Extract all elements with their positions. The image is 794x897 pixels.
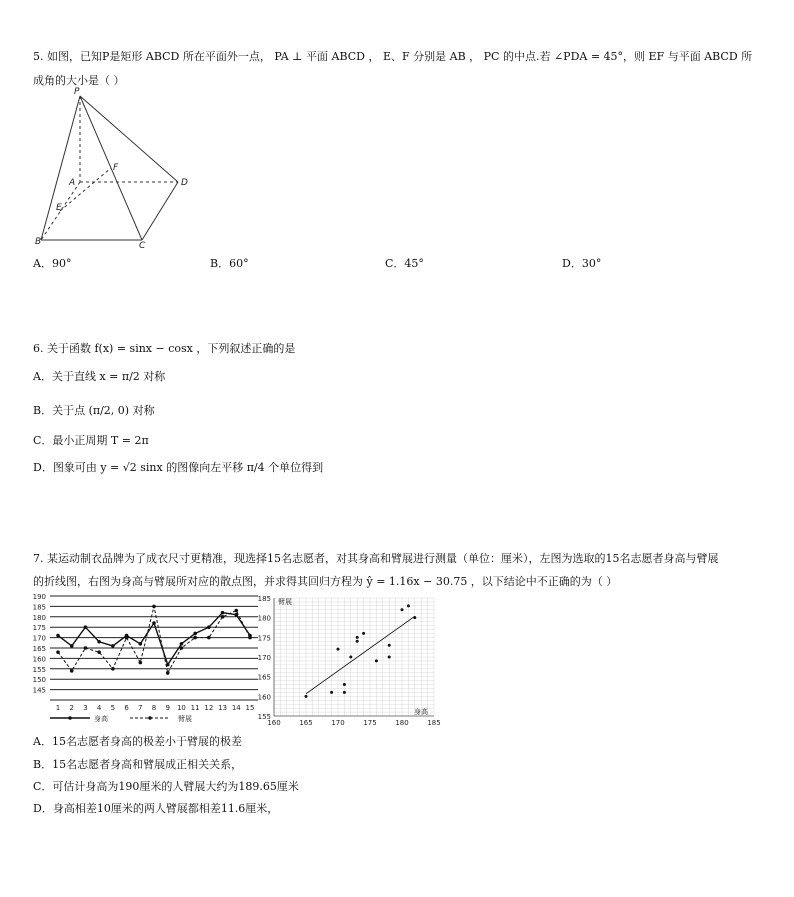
x-tick-label: 12 xyxy=(204,704,214,712)
y-tick-label: 185 xyxy=(257,595,271,603)
data-point xyxy=(56,650,60,654)
q7-option-a[interactable]: A．15名志愿者身高的极差小于臂展的极差 xyxy=(33,735,242,748)
label-C: C xyxy=(139,241,146,250)
x-tick-label: 11 xyxy=(190,704,200,712)
x-tick-label: 6 xyxy=(124,704,129,712)
data-point xyxy=(166,671,170,675)
data-point xyxy=(152,605,156,609)
label-E: E xyxy=(56,203,62,213)
label-B: B xyxy=(35,237,42,247)
legend-marker-height xyxy=(68,716,72,720)
scatter-point xyxy=(388,644,391,647)
height-armspan-line-chart xyxy=(30,590,262,726)
scatter-point xyxy=(337,648,340,651)
x-tick-label: 8 xyxy=(151,704,157,712)
q5-option-b[interactable]: B．60° xyxy=(210,257,249,270)
y-tick-label: 160 xyxy=(257,693,271,702)
scatter-point xyxy=(407,604,410,607)
q6-option-b[interactable]: B．关于点 (π/2, 0) 对称 xyxy=(33,404,155,417)
label-F: F xyxy=(113,163,119,173)
q5-option-d[interactable]: D．30° xyxy=(562,257,602,270)
y-tick-label: 190 xyxy=(32,593,46,601)
label-D: D xyxy=(181,178,188,188)
q5-option-c[interactable]: C．45° xyxy=(385,257,424,270)
x-tick-label: 180 xyxy=(395,719,409,727)
y-tick-label: 160 xyxy=(32,655,46,664)
data-point xyxy=(234,609,238,613)
x-axis-label: 身高 xyxy=(414,708,428,716)
data-point xyxy=(193,636,197,640)
y-tick-label: 155 xyxy=(32,665,46,674)
x-tick-label: 15 xyxy=(245,704,255,712)
data-point xyxy=(138,642,142,646)
label-A: A xyxy=(69,178,76,188)
data-point xyxy=(193,632,197,636)
x-tick-label: 4 xyxy=(96,704,102,712)
y-tick-label: 180 xyxy=(257,614,271,623)
y-tick-label: 165 xyxy=(257,673,271,682)
data-point xyxy=(221,611,225,615)
data-point xyxy=(152,621,156,625)
label-P: P xyxy=(74,87,80,97)
data-point xyxy=(111,644,115,648)
y-tick-label: 165 xyxy=(32,645,46,653)
legend-label-height: 身高 xyxy=(94,715,108,723)
q6-option-d[interactable]: D．图象可由 y = √2 sinx 的图像向左平移 π/4 个单位得到 xyxy=(33,461,324,474)
q7-option-d[interactable]: D．身高相差10厘米的两人臂展都相差11.6厘米， xyxy=(33,802,279,815)
x-tick-label: 170 xyxy=(331,719,345,727)
height-armspan-scatter-chart xyxy=(256,590,446,730)
x-tick-label: 1 xyxy=(55,704,61,712)
x-tick-label: 175 xyxy=(363,719,377,727)
y-tick-label: 185 xyxy=(32,603,46,612)
data-point xyxy=(180,642,184,646)
data-point xyxy=(70,669,74,673)
scatter-point xyxy=(305,695,308,698)
q5-stem-line2: 成角的大小是（ ） xyxy=(33,74,125,87)
q6-option-c[interactable]: C．最小正周期 T = 2π xyxy=(33,434,149,447)
data-point xyxy=(125,636,129,640)
x-tick-label: 3 xyxy=(83,704,88,712)
x-tick-label: 13 xyxy=(218,704,228,712)
scatter-point xyxy=(330,691,333,694)
x-tick-label: 9 xyxy=(165,704,170,712)
q7-stem-line1: 7. 某运动制衣品牌为了成衣尺寸更精准，现选择15名志愿者，对其身高和臂展进行测量（单位：厘米），左图为选取的15名志愿者身高与臂展 xyxy=(33,552,719,565)
q6-option-a[interactable]: A．关于直线 x = π/2 对称 xyxy=(33,370,166,383)
data-point xyxy=(111,667,115,671)
legend-marker-armspan xyxy=(148,716,152,720)
data-point xyxy=(207,636,211,640)
y-tick-label: 170 xyxy=(32,634,46,643)
scatter-point xyxy=(343,691,346,694)
scatter-point xyxy=(362,632,365,635)
regression-line xyxy=(306,616,415,694)
data-point xyxy=(70,644,74,648)
data-point xyxy=(84,625,88,629)
x-tick-label: 5 xyxy=(110,704,116,712)
scatter-point xyxy=(401,608,404,611)
x-tick-label: 2 xyxy=(69,704,74,712)
q7-option-c[interactable]: C．可估计身高为190厘米的人臂展大约为189.65厘米 xyxy=(33,780,299,793)
scatter-point xyxy=(349,656,352,659)
q7-stem-line2: 的折线图，右图为身高与臂展所对应的散点图，并求得其回归方程为 ŷ = 1.16x − 30.75 ，以下结论中不正确的为（ ） xyxy=(33,575,618,588)
x-tick-label: 7 xyxy=(138,704,143,712)
y-tick-label: 175 xyxy=(257,634,271,643)
scatter-point xyxy=(413,616,416,619)
x-tick-label: 14 xyxy=(231,704,241,712)
pyramid-figure xyxy=(30,86,200,250)
legend-label-armspan: 臂展 xyxy=(178,715,192,723)
data-point xyxy=(138,661,142,665)
y-tick-label: 145 xyxy=(32,686,46,695)
scatter-point xyxy=(356,640,359,643)
data-point xyxy=(207,625,211,629)
y-tick-label: 180 xyxy=(32,613,46,622)
data-point xyxy=(221,615,225,619)
data-point xyxy=(248,636,252,640)
x-tick-label: 165 xyxy=(299,719,313,727)
data-point xyxy=(56,634,60,638)
y-tick-label: 175 xyxy=(32,624,46,633)
q7-option-b[interactable]: B．15名志愿者身高和臂展成正相关关系， xyxy=(33,758,243,771)
y-tick-label: 150 xyxy=(32,676,46,685)
scatter-point xyxy=(375,659,378,662)
x-tick-label: 185 xyxy=(427,719,441,727)
scatter-point xyxy=(356,636,359,639)
data-point xyxy=(97,650,101,654)
scatter-point xyxy=(388,656,391,659)
x-tick-label: 160 xyxy=(267,719,281,727)
q5-option-a[interactable]: A．90° xyxy=(33,257,72,270)
q5-stem-line1: 5. 如图，已知P是矩形 ABCD 所在平面外一点， PA ⊥ 平面 ABCD ， E、F 分别是 AB ， PC 的中点.若 ∠PDA = 45°，则 EF 与平面 ABCD 所 xyxy=(33,50,753,63)
x-tick-label: 10 xyxy=(176,704,186,712)
q6-stem: 6. 关于函数 f(x) = sinx − cosx ，下列叙述正确的是 xyxy=(33,342,296,355)
y-axis-label: 臂展 xyxy=(278,598,292,606)
y-tick-label: 155 xyxy=(257,713,271,721)
scatter-point xyxy=(343,683,346,686)
data-point xyxy=(84,646,88,650)
y-tick-label: 170 xyxy=(257,654,271,662)
data-point xyxy=(180,646,184,650)
series-line-height xyxy=(58,613,250,665)
data-point xyxy=(97,640,101,644)
